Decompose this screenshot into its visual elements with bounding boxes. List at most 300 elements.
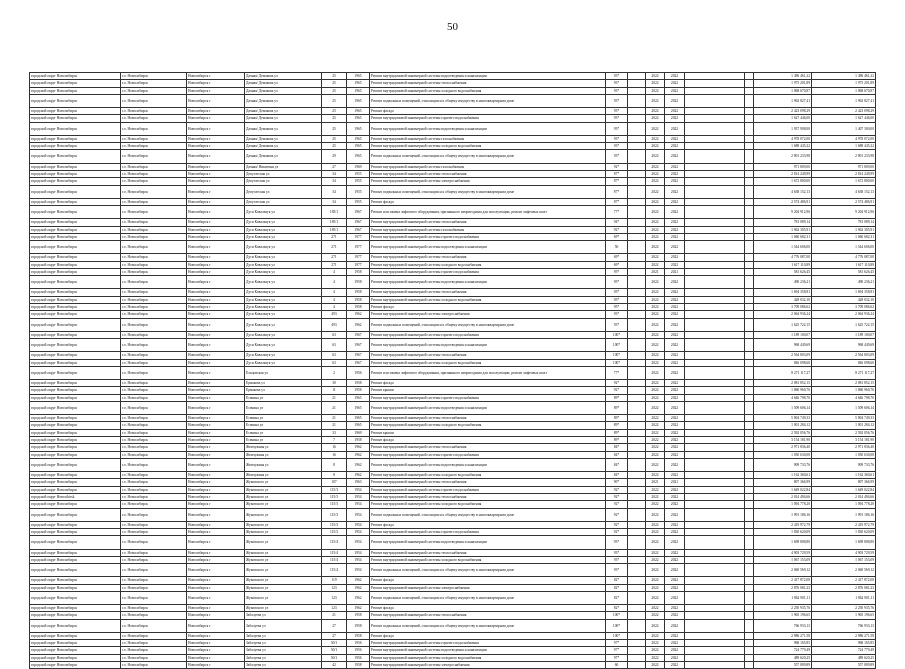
year-cell: 1962 <box>347 458 370 471</box>
year-end-cell: 2022 <box>665 198 685 205</box>
table-row <box>30 662 876 669</box>
gap-cell <box>628 359 646 366</box>
town-cell: Новосибирск г <box>187 206 245 219</box>
year-start-cell: 2022 <box>646 662 665 669</box>
house-cell: 8 <box>322 472 347 479</box>
gap-cell <box>628 163 646 170</box>
city-cell: г.о. Новосибирск <box>121 94 187 107</box>
city-cell: г.о. Новосибирск <box>121 303 187 310</box>
cost-cell: 1 672 800,00 <box>754 178 812 185</box>
okrug-cell: городской округ Новосибирск <box>30 387 121 394</box>
cost-total-cell: 4 776 087,00 <box>812 254 876 261</box>
house-cell: 7 <box>322 436 347 443</box>
cost-cell: 2 064 936,24 <box>754 311 812 318</box>
year-cell: 1956 <box>347 647 370 654</box>
year-end-cell: 2022 <box>665 276 685 289</box>
okrug-cell: городской округ Новосибирск <box>30 640 121 647</box>
cost-total-cell: 1 627 446,00 <box>812 115 876 122</box>
street-cell: Жемчужная ул <box>245 451 322 458</box>
house-cell: 123 <box>322 605 347 612</box>
percent-cell: 93* <box>606 122 628 135</box>
okrug-cell: городской округ Новосибирск <box>30 472 121 479</box>
year-end-cell: 2022 <box>665 178 685 185</box>
okrug-cell: городской округ Новосибирск <box>30 632 121 639</box>
year-start-cell: 2022 <box>646 564 665 577</box>
percent-cell: 93* <box>606 564 628 577</box>
cost-total-cell: 4 646 798,70 <box>812 394 876 401</box>
year-start-cell: 2022 <box>646 163 665 170</box>
blank-cell <box>685 647 745 654</box>
year-cell: 1965 <box>347 122 370 135</box>
cost-total-cell: 3 709 086,62 <box>812 303 876 310</box>
blank-cell <box>685 415 745 422</box>
cost-total-cell: 2 064 936,24 <box>812 311 876 318</box>
city-cell: г.о. Новосибирск <box>121 122 187 135</box>
street-cell: Жуковского ул <box>245 564 322 577</box>
house-cell: 25 <box>322 80 347 87</box>
gap-cell <box>745 662 754 669</box>
cost-cell: 2 986 271,58 <box>754 632 812 639</box>
work-cell: Ремонт внутридомовой инженерной системы горячего водоснабжения <box>370 529 606 536</box>
year-start-cell: 2022 <box>646 654 665 661</box>
year-end-cell: 2022 <box>665 556 685 563</box>
blank-cell <box>685 444 745 451</box>
house-cell: 123 <box>322 584 347 591</box>
year-start-cell: 2022 <box>646 556 665 563</box>
table-row <box>30 206 876 219</box>
gap-cell <box>628 331 646 338</box>
year-start-cell: 2022 <box>646 591 665 604</box>
year-end-cell: 2022 <box>665 150 685 163</box>
gap-cell <box>628 486 646 493</box>
gap-cell <box>628 352 646 359</box>
table-row <box>30 318 876 331</box>
cost-cell: 2 250 935,76 <box>754 605 812 612</box>
city-cell: г.о. Новосибирск <box>121 564 187 577</box>
town-cell: Новосибирск г <box>187 108 245 115</box>
town-cell: Новосибирск г <box>187 198 245 205</box>
cost-total-cell: 3 154 181,90 <box>812 436 876 443</box>
year-cell: 1958 <box>347 289 370 296</box>
work-cell: Ремонт фасада <box>370 380 606 387</box>
year-start-cell: 2022 <box>646 451 665 458</box>
year-start-cell: 2022 <box>646 444 665 451</box>
cost-total-cell: 4 978 072,00 <box>812 135 876 142</box>
okrug-cell: городской округ Новосибирск <box>30 219 121 226</box>
year-cell: 1962 <box>347 577 370 584</box>
cost-total-cell: 557 809,89 <box>812 662 876 669</box>
okrug-cell: городской округ Новосибирск <box>30 458 121 471</box>
year-start-cell: 2022 <box>646 185 665 198</box>
street-cell: Жуковского ул <box>245 486 322 493</box>
table-row <box>30 654 876 661</box>
city-cell: г.о. Новосибирск <box>121 206 187 219</box>
okrug-cell: городской округ Новосибирск <box>30 662 121 669</box>
percent-cell: 100* <box>606 331 628 338</box>
cost-total-cell: 2 081 852,15 <box>812 380 876 387</box>
percent-cell: 100* <box>606 612 628 619</box>
table-row <box>30 472 876 479</box>
town-cell: Новосибирск г <box>187 115 245 122</box>
house-cell: 493 <box>322 311 347 318</box>
gap-cell <box>745 233 754 240</box>
year-start-cell: 2022 <box>646 108 665 115</box>
house-cell: 16 <box>322 444 347 451</box>
okrug-cell: городской округ Новосибирск <box>30 303 121 310</box>
year-start-cell: 2022 <box>646 387 665 394</box>
percent-cell: 87* <box>606 178 628 185</box>
percent-cell: 82* <box>606 591 628 604</box>
house-cell: 115/3 <box>322 486 347 493</box>
year-cell: 1967 <box>347 206 370 219</box>
street-cell: Забалуева ул <box>245 612 322 619</box>
year-end-cell: 2022 <box>665 612 685 619</box>
table-row <box>30 241 876 254</box>
gap-cell <box>745 178 754 185</box>
city-cell: г.о. Новосибирск <box>121 451 187 458</box>
city-cell: г.о. Новосибирск <box>121 261 187 268</box>
gap-cell <box>745 479 754 486</box>
house-cell: 34 <box>322 170 347 177</box>
town-cell: Новосибирск г <box>187 254 245 261</box>
city-cell: г.о. Новосибирск <box>121 339 187 352</box>
year-end-cell: 2022 <box>665 619 685 632</box>
year-end-cell: 2022 <box>665 458 685 471</box>
year-start-cell: 2022 <box>646 219 665 226</box>
gap-cell <box>745 331 754 338</box>
street-cell: Дачная/ Демакова ул <box>245 143 322 150</box>
cost-cell: 1 862 901,11 <box>754 591 812 604</box>
year-cell: 1958 <box>347 387 370 394</box>
street-cell: Ермакова ул <box>245 387 322 394</box>
year-start-cell: 2022 <box>646 640 665 647</box>
street-cell: Дуси Ковальчук ул <box>245 233 322 240</box>
okrug-cell: городской округ Новосибирск <box>30 241 121 254</box>
work-cell: Ремонт внутридомовой инженерной системы теплоснабжения <box>370 612 606 619</box>
year-cell: 1954 <box>347 564 370 577</box>
cost-cell: 1 544 606,00 <box>754 241 812 254</box>
year-cell: 1969 <box>347 429 370 436</box>
cost-total-cell: 1 672 800,00 <box>812 178 876 185</box>
town-cell: Новосибирск г <box>187 564 245 577</box>
cost-cell: 3 154 181,90 <box>754 436 812 443</box>
percent-cell: 50 <box>606 241 628 254</box>
blank-cell <box>685 135 745 142</box>
blank-cell <box>685 422 745 429</box>
gap-cell <box>745 591 754 604</box>
okrug-cell: городской округ Новосибирск <box>30 339 121 352</box>
cost-cell: 2 574 486,91 <box>754 198 812 205</box>
year-start-cell: 2022 <box>646 198 665 205</box>
city-cell: г.о. Новосибирск <box>121 458 187 471</box>
work-cell: Ремонт внутридомовой инженерной системы холодного водоснабжения <box>370 296 606 303</box>
city-cell: г.о. Новосибирск <box>121 87 187 94</box>
town-cell: Новосибирск г <box>187 536 245 549</box>
year-cell: 1965 <box>347 108 370 115</box>
year-start-cell: 2022 <box>646 254 665 261</box>
city-cell: г.о. Новосибирск <box>121 178 187 185</box>
year-start-cell: 2022 <box>646 296 665 303</box>
cost-total-cell: 1 862 901,11 <box>812 591 876 604</box>
work-cell: Ремонт фасада <box>370 303 606 310</box>
street-cell: Дуси Ковальчук ул <box>245 303 322 310</box>
blank-cell <box>685 472 745 479</box>
street-cell: Дуси Ковальчук ул <box>245 268 322 275</box>
house-cell: 21 <box>322 394 347 401</box>
blank-cell <box>685 654 745 661</box>
gap-cell <box>745 401 754 414</box>
year-end-cell: 2022 <box>665 394 685 401</box>
year-start-cell: 2022 <box>646 380 665 387</box>
town-cell: Новосибирск г <box>187 605 245 612</box>
percent-cell: 90* <box>606 479 628 486</box>
blank-cell <box>685 94 745 107</box>
year-start-cell: 2022 <box>646 647 665 654</box>
blank-cell <box>685 115 745 122</box>
table-row <box>30 122 876 135</box>
year-cell: 1965 <box>347 422 370 429</box>
year-start-cell: 2022 <box>646 501 665 508</box>
blank-cell <box>685 387 745 394</box>
street-cell: Есенина ул <box>245 429 322 436</box>
year-end-cell: 2022 <box>665 584 685 591</box>
house-cell: 271 <box>322 261 347 268</box>
street-cell: Дачная/ Никитина ул <box>245 163 322 170</box>
cost-total-cell: 1 189 100,07 <box>812 331 876 338</box>
cost-cell: 9 204 912,96 <box>754 206 812 219</box>
town-cell: Новосибирск г <box>187 331 245 338</box>
street-cell: Жуковского ул <box>245 605 322 612</box>
percent-cell: 100* <box>606 632 628 639</box>
year-cell: 1967 <box>347 352 370 359</box>
city-cell: г.о. Новосибирск <box>121 605 187 612</box>
percent-cell: 100* <box>606 619 628 632</box>
year-cell: 1958 <box>347 303 370 310</box>
city-cell: г.о. Новосибирск <box>121 241 187 254</box>
year-cell: 1954 <box>347 493 370 500</box>
work-cell: Ремонт внутридомовой инженерной системы теплоснабжения <box>370 289 606 296</box>
blank-cell <box>685 219 745 226</box>
table-body <box>30 73 876 669</box>
cost-cell: 1 060 682,31 <box>754 233 812 240</box>
percent-cell: 89* <box>606 429 628 436</box>
city-cell: г.о. Новосибирск <box>121 366 187 379</box>
table-row <box>30 331 876 338</box>
year-end-cell: 2022 <box>665 108 685 115</box>
year-end-cell: 2022 <box>665 436 685 443</box>
work-cell: Ремонт внутридомовой инженерной системы водоотведения и канализации <box>370 458 606 471</box>
gap-cell <box>628 444 646 451</box>
town-cell: Новосибирск г <box>187 150 245 163</box>
work-cell: Ремонт подвальных помещений, относящихся к общему имуществу в многоквартирном доме <box>370 185 606 198</box>
table-row <box>30 289 876 296</box>
street-cell: Забалуева ул <box>245 654 322 661</box>
city-cell: г.о. Новосибирск <box>121 380 187 387</box>
gap-cell <box>745 122 754 135</box>
year-cell: 1958 <box>347 380 370 387</box>
gap-cell <box>745 436 754 443</box>
year-cell: 1958 <box>347 296 370 303</box>
house-cell: 271 <box>322 233 347 240</box>
blank-cell <box>685 339 745 352</box>
city-cell: г.о. Новосибирск <box>121 549 187 556</box>
year-start-cell: 2022 <box>646 352 665 359</box>
house-cell: 21 <box>322 415 347 422</box>
street-cell: Есенина ул <box>245 422 322 429</box>
street-cell: Забалуева ул <box>245 647 322 654</box>
town-cell: Новосибирск г <box>187 556 245 563</box>
street-cell: Дуси Ковальчук ул <box>245 254 322 261</box>
town-cell: Новосибирск г <box>187 444 245 451</box>
blank-cell <box>685 436 745 443</box>
year-end-cell: 2022 <box>665 303 685 310</box>
work-cell: Ремонт внутридомовой инженерной системы холодного водоснабжения <box>370 143 606 150</box>
work-cell: Ремонт внутридомовой инженерной системы водоотведения и канализации <box>370 73 606 80</box>
percent-cell: 97* <box>606 647 628 654</box>
cost-total-cell: 1 060 682,31 <box>812 233 876 240</box>
city-cell: г.о. Новосибирск <box>121 444 187 451</box>
house-cell: 185/1 <box>322 226 347 233</box>
blank-cell <box>685 451 745 458</box>
street-cell: Дуси Ковальчук ул <box>245 276 322 289</box>
work-cell: Ремонт крыши <box>370 387 606 394</box>
blank-cell <box>685 591 745 604</box>
cost-total-cell: 1 001 284,12 <box>812 422 876 429</box>
gap-cell <box>745 366 754 379</box>
percent-cell: 92* <box>606 163 628 170</box>
gap-cell <box>745 276 754 289</box>
okrug-cell: городской округ Новосибирск <box>30 135 121 142</box>
year-end-cell: 2022 <box>665 311 685 318</box>
blank-cell <box>685 605 745 612</box>
cost-cell: 766 933,13 <box>754 619 812 632</box>
gap-cell <box>628 401 646 414</box>
year-end-cell: 2022 <box>665 94 685 107</box>
okrug-cell: городской округ Новосибирск <box>30 331 121 338</box>
year-cell: 1958 <box>347 619 370 632</box>
town-cell: Новосибирск г <box>187 226 245 233</box>
gap-cell <box>628 135 646 142</box>
cost-cell: 846 098,60 <box>754 359 812 366</box>
work-cell: Ремонт внутридомовой инженерной системы холодного водоснабжения <box>370 472 606 479</box>
house-cell: 25 <box>322 73 347 80</box>
work-cell: Ремонт внутридомовой инженерной системы горячего водоснабжения <box>370 233 606 240</box>
okrug-cell: городской округ Новосибирск <box>30 584 121 591</box>
year-end-cell: 2022 <box>665 429 685 436</box>
city-cell: г.о. Новосибирск <box>121 80 187 87</box>
street-cell: Есенина ул <box>245 401 322 414</box>
year-end-cell: 2022 <box>665 233 685 240</box>
year-start-cell: 2022 <box>646 486 665 493</box>
table-row <box>30 115 876 122</box>
blank-cell <box>685 87 745 94</box>
year-start-cell: 2022 <box>646 80 665 87</box>
gap-cell <box>745 206 754 219</box>
gap-cell <box>628 479 646 486</box>
cost-total-cell: 1 068 670,87 <box>812 87 876 94</box>
cost-total-cell: 1 062 305,91 <box>812 226 876 233</box>
street-cell: Дачная/ Демакова ул <box>245 94 322 107</box>
work-cell: Ремонт внутридомовой инженерной системы теплоснабжения <box>370 493 606 500</box>
work-cell: Ремонт подвальных помещений, относящихся к общему имуществу в многоквартирном доме <box>370 318 606 331</box>
city-cell: г.о. Новосибирск <box>121 654 187 661</box>
year-cell: 1969 <box>347 163 370 170</box>
year-start-cell: 2022 <box>646 87 665 94</box>
table-row <box>30 647 876 654</box>
town-cell: Новосибирск г <box>187 73 245 80</box>
work-cell: Ремонт подвальных помещений, относящихся к общему имуществу в многоквартирном доме <box>370 94 606 107</box>
street-cell: Жемчужная ул <box>245 444 322 451</box>
year-cell: 1965 <box>347 415 370 422</box>
gap-cell <box>628 584 646 591</box>
table-row <box>30 226 876 233</box>
year-start-cell: 2022 <box>646 632 665 639</box>
year-start-cell: 2022 <box>646 73 665 80</box>
cost-cell: 2 564 803,09 <box>754 352 812 359</box>
cost-total-cell: 1 963 827,41 <box>812 94 876 107</box>
town-cell: Новосибирск г <box>187 387 245 394</box>
percent-cell: 69* <box>606 254 628 261</box>
work-cell: Ремонт внутридомовой инженерной системы теплоснабжения <box>370 479 606 486</box>
gap-cell <box>628 170 646 177</box>
cost-total-cell: 2 801 233,98 <box>812 150 876 163</box>
town-cell: Новосибирск г <box>187 339 245 352</box>
gap-cell <box>745 584 754 591</box>
percent-cell: 84* <box>606 458 628 471</box>
gap-cell <box>628 632 646 639</box>
street-cell: Жуковского ул <box>245 536 322 549</box>
year-end-cell: 2022 <box>665 451 685 458</box>
town-cell: Новосибирск г <box>187 501 245 508</box>
work-cell: Ремонт внутридомовой инженерной системы газоснабжения <box>370 226 606 233</box>
town-cell: Новосибирск г <box>187 163 245 170</box>
street-cell: Депутатская ул <box>245 198 322 205</box>
street-cell: Забалуева ул <box>245 619 322 632</box>
work-cell: Ремонт внутридомовой инженерной системы водоотведения и канализации <box>370 241 606 254</box>
street-cell: Дачная/ Демакова ул <box>245 87 322 94</box>
city-cell: г.о. Новосибирск <box>121 662 187 669</box>
cost-cell: 581 626,45 <box>754 268 812 275</box>
year-end-cell: 2022 <box>665 318 685 331</box>
city-cell: г.о. Новосибирск <box>121 276 187 289</box>
cost-cell: 909 733,76 <box>754 458 812 471</box>
city-cell: г.о. Новосибирск <box>121 632 187 639</box>
cost-cell: 1 991 186,16 <box>754 508 812 521</box>
year-start-cell: 2022 <box>646 366 665 379</box>
city-cell: г.о. Новосибирск <box>121 493 187 500</box>
percent-cell: 89* <box>606 436 628 443</box>
cost-total-cell: 846 098,60 <box>812 359 876 366</box>
gap-cell <box>745 429 754 436</box>
cost-total-cell: 1 625 722,15 <box>812 318 876 331</box>
year-end-cell: 2022 <box>665 577 685 584</box>
table-row <box>30 163 876 170</box>
blank-cell <box>685 73 745 80</box>
town-cell: Новосибирск г <box>187 380 245 387</box>
gap-cell <box>628 94 646 107</box>
blank-cell <box>685 401 745 414</box>
okrug-cell: городской округ Новосибирск <box>30 289 121 296</box>
house-cell: 34 <box>322 185 347 198</box>
town-cell: Новосибирск г <box>187 268 245 275</box>
percent-cell: 82* <box>606 584 628 591</box>
year-cell: 1965 <box>347 115 370 122</box>
cost-total-cell: 8 271 117,27 <box>812 366 876 379</box>
house-cell: 63 <box>322 352 347 359</box>
gap-cell <box>745 380 754 387</box>
city-cell: г.о. Новосибирск <box>121 115 187 122</box>
work-cell: Ремонт внутридомовой инженерной системы холодного водоснабжения <box>370 261 606 268</box>
